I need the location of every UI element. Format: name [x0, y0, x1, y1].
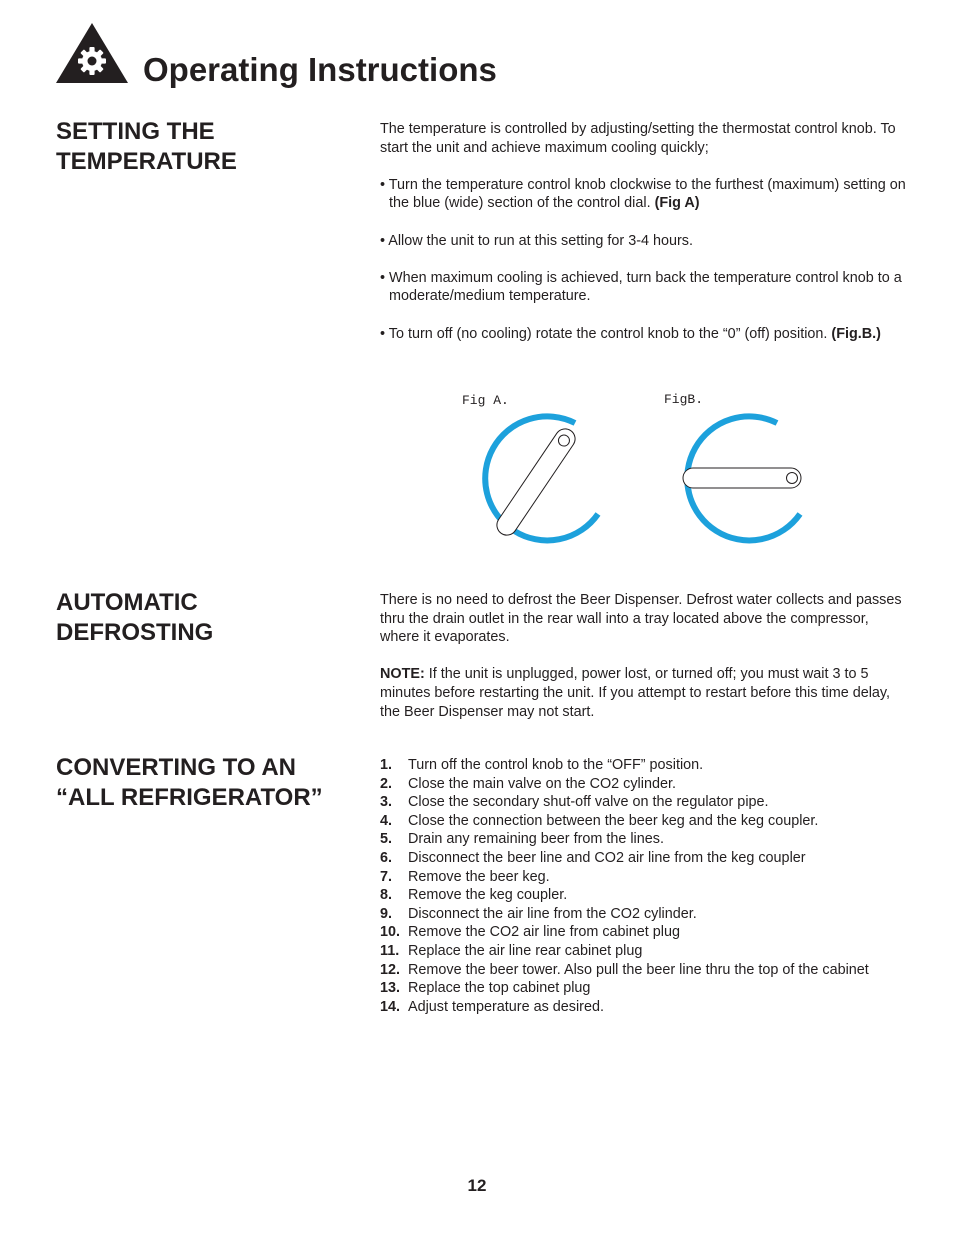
figure-reference: (Fig A) — [654, 195, 700, 212]
step-number: 2. — [380, 775, 393, 792]
step-number: 14. — [380, 998, 401, 1015]
step-text: Replace the air line rear cabinet plug — [408, 942, 643, 959]
step-number: 7. — [380, 868, 393, 885]
step-text: Disconnect the beer line and CO2 air line from the keg coupler — [408, 849, 806, 866]
step-item — [380, 905, 910, 924]
step-number: 9. — [380, 905, 393, 922]
step-number: 11. — [380, 942, 400, 959]
control-knob-off — [683, 468, 801, 488]
heading-line: CONVERTING TO AN — [56, 754, 297, 781]
step-item — [380, 961, 910, 980]
step-text: Turn off the control knob to the “OFF” position. — [408, 757, 704, 773]
control-knob-max — [493, 425, 579, 539]
step-item — [380, 979, 910, 998]
step-number: 10. — [380, 924, 401, 941]
defrost-paragraph: There is no need to defrost the Beer Dispenser. Defrost water collects and passes thru the drain outlet in the rear wall into a tray located above the compressor, where it evaporates. — [380, 592, 902, 646]
step-text: Adjust temperature as desired. — [408, 998, 604, 1015]
note-paragraph: NOTE: If the unit is unplugged, power lost, or turned off; you must wait 3 to 5 minutes before restarting the unit. If you attempt to restart before this time delay, the Beer Dispenser may not start. — [380, 666, 891, 720]
bullet-item: • When maximum cooling is achieved, turn back the temperature control knob to a moderate/medium temperature. — [380, 269, 902, 305]
step-item — [380, 998, 910, 1017]
step-item — [380, 868, 910, 887]
page-title: Operating Instructions — [143, 51, 497, 88]
steps-list — [380, 756, 910, 1016]
gear-warning-triangle-icon — [55, 22, 129, 84]
step-number: 1. — [380, 757, 393, 773]
heading-line: AUTOMATIC — [56, 589, 198, 616]
bullet-item: • To turn off (no cooling) rotate the control knob to the “0” (off) position. (Fig.B.) — [380, 325, 881, 342]
step-item — [380, 942, 910, 961]
step-text: Replace the top cabinet plug — [408, 980, 591, 997]
step-item — [380, 849, 910, 868]
step-item — [380, 812, 910, 831]
step-item — [380, 756, 910, 775]
fig-a-label: Fig A. — [462, 393, 509, 408]
heading-line: TEMPERATURE — [56, 148, 237, 175]
step-item — [380, 830, 910, 849]
figure-reference: (Fig.B.) — [831, 325, 881, 342]
step-text: Disconnect the air line from the CO2 cylinder. — [408, 905, 697, 922]
intro-paragraph: The temperature is controlled by adjusting/setting the thermostat control knob. To start the unit and achieve maximum cooling quickly; — [380, 121, 896, 156]
heading-line: SETTING THE — [56, 118, 215, 145]
step-number: 12. — [380, 961, 401, 978]
step-number: 3. — [380, 794, 393, 811]
step-number: 8. — [380, 887, 393, 904]
step-number: 4. — [380, 812, 393, 829]
step-number: 5. — [380, 831, 393, 848]
step-text: Remove the beer tower. Also pull the beer line thru the top of the cabinet — [408, 961, 869, 978]
setting-temperature-text — [380, 120, 910, 343]
control-dial-fig-a — [462, 396, 612, 556]
step-text: Drain any remaining beer from the lines. — [408, 831, 664, 848]
automatic-defrosting-text — [380, 591, 910, 721]
step-item — [380, 775, 910, 794]
converting-steps-block — [380, 756, 910, 1016]
step-item — [380, 923, 910, 942]
step-item — [380, 793, 910, 812]
step-text: Close the main valve on the CO2 cylinder. — [408, 775, 676, 792]
page-number: 12 — [467, 1176, 487, 1195]
control-dial-fig-b — [664, 396, 814, 556]
step-number: 13. — [380, 980, 401, 997]
step-item — [380, 886, 910, 905]
step-text: Close the secondary shut-off valve on the regulator pipe. — [408, 794, 769, 811]
note-label: NOTE: — [380, 666, 425, 683]
heading-line: DEFROSTING — [56, 619, 214, 646]
fig-b-label: FigB. — [664, 392, 704, 407]
step-text: Remove the keg coupler. — [408, 887, 568, 904]
step-number: 6. — [380, 849, 393, 866]
heading-line: “ALL REFRIGERATOR” — [56, 784, 323, 811]
bullet-item: • Turn the temperature control knob clockwise to the furthest (maximum) setting on the blue (wide) section of the control dial. (Fig A) — [380, 176, 906, 212]
bullet-item: • Allow the unit to run at this setting for 3-4 hours. — [380, 232, 694, 249]
step-text: Close the connection between the beer keg and the keg coupler. — [408, 812, 819, 829]
section-heading-setting-temperature — [56, 117, 356, 177]
step-text: Remove the beer keg. — [408, 868, 550, 885]
section-heading-automatic-defrosting — [56, 588, 356, 648]
step-text: Remove the CO2 air line from cabinet plug — [408, 924, 680, 941]
section-heading-converting — [56, 753, 376, 813]
